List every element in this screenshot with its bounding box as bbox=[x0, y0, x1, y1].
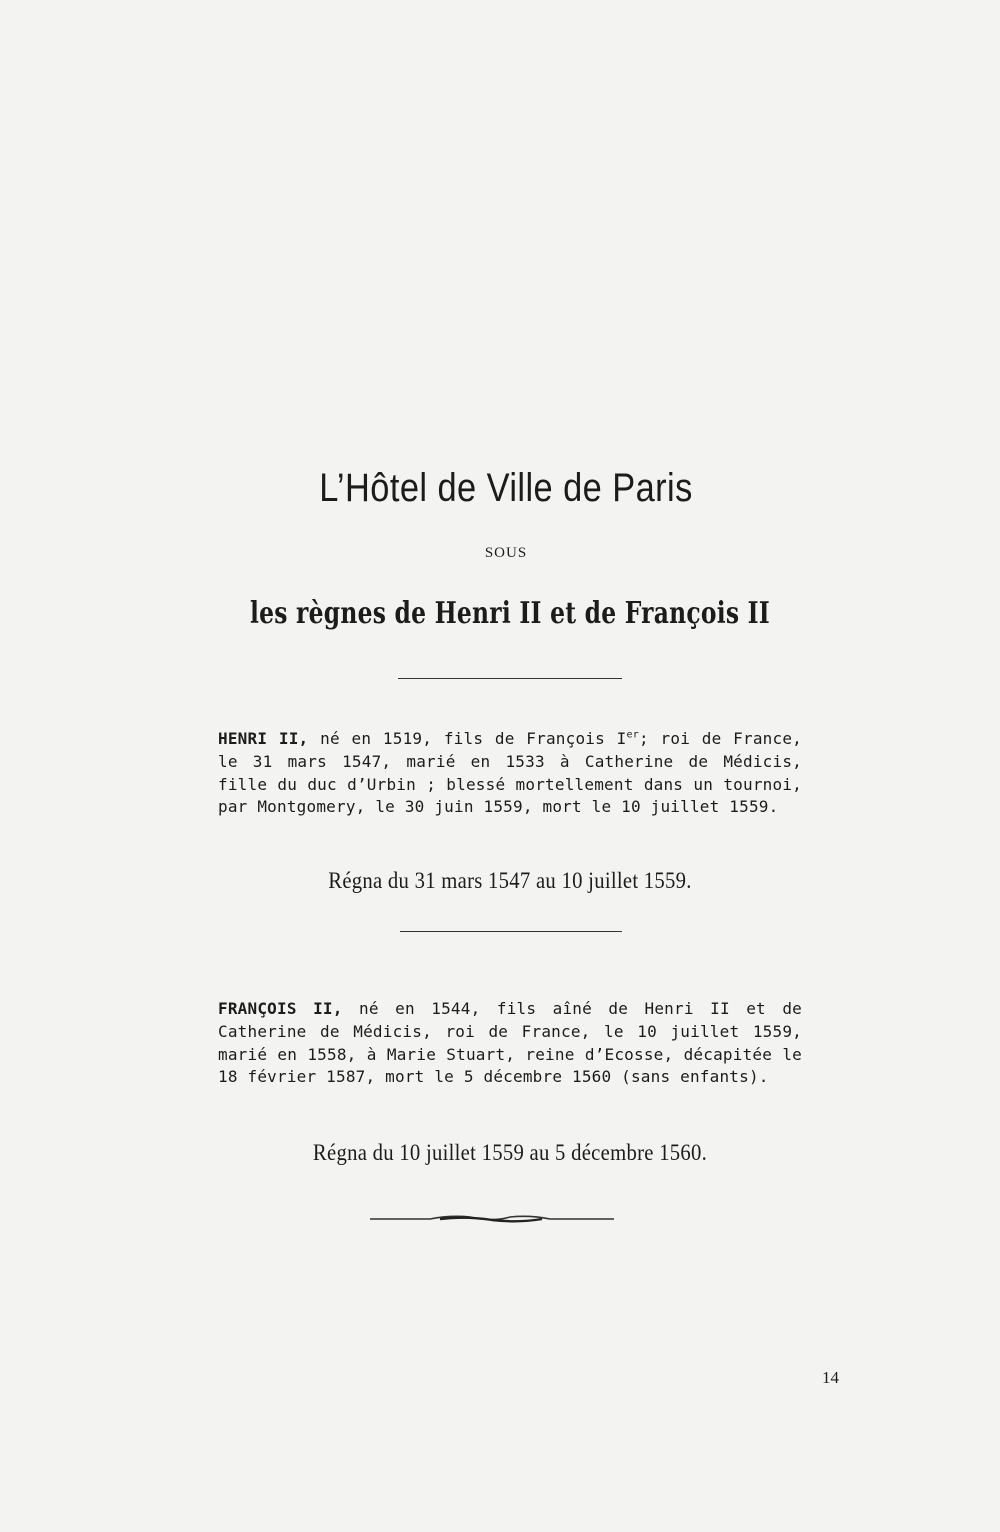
francois-ii-text: né en 1544, fils aîné de Henri II et de Catherine de Médicis, roi de France, le 10 juillet 1559, marié en 1558, à Marie Stuart, reine d’Ecosse, décapitée le 18 février 1587, mort le 5 décembre 1560 (sans enfants). bbox=[218, 999, 803, 1087]
ordinal-superscript: er bbox=[626, 729, 639, 741]
francois-ii-entry bbox=[218, 998, 802, 1089]
francois-ii-reign: Régna du 10 juillet 1559 au 5 décembre 1560. bbox=[312, 1140, 708, 1165]
henri-ii-name: HENRI II, bbox=[218, 729, 309, 748]
ornament-rule bbox=[370, 1212, 614, 1226]
henri-ii-text-a: né en 1519, fils de François I bbox=[308, 729, 627, 748]
henri-ii-entry bbox=[218, 728, 802, 819]
page-number: 14 bbox=[822, 1368, 839, 1387]
page-title: L’Hôtel de Ville de Paris bbox=[319, 466, 693, 510]
title-divider bbox=[398, 678, 622, 679]
title-connector: SOUS bbox=[484, 545, 528, 561]
francois-ii-name: FRANÇOIS II, bbox=[218, 999, 343, 1018]
section-divider bbox=[400, 931, 622, 932]
henri-ii-text-b: ; roi de France, le 31 mars 1547, marié en 1533 à Catherine de Médicis, fille du duc d’Urbin ; blessé mortellement dans un tournoi, par Montgomery, le 30 juin 1559, mort le 10 juillet 1559. bbox=[218, 729, 803, 817]
page-subtitle: les règnes de Henri II et de François II bbox=[250, 596, 770, 631]
henri-ii-reign: Régna du 31 mars 1547 au 10 juillet 1559. bbox=[328, 868, 692, 893]
